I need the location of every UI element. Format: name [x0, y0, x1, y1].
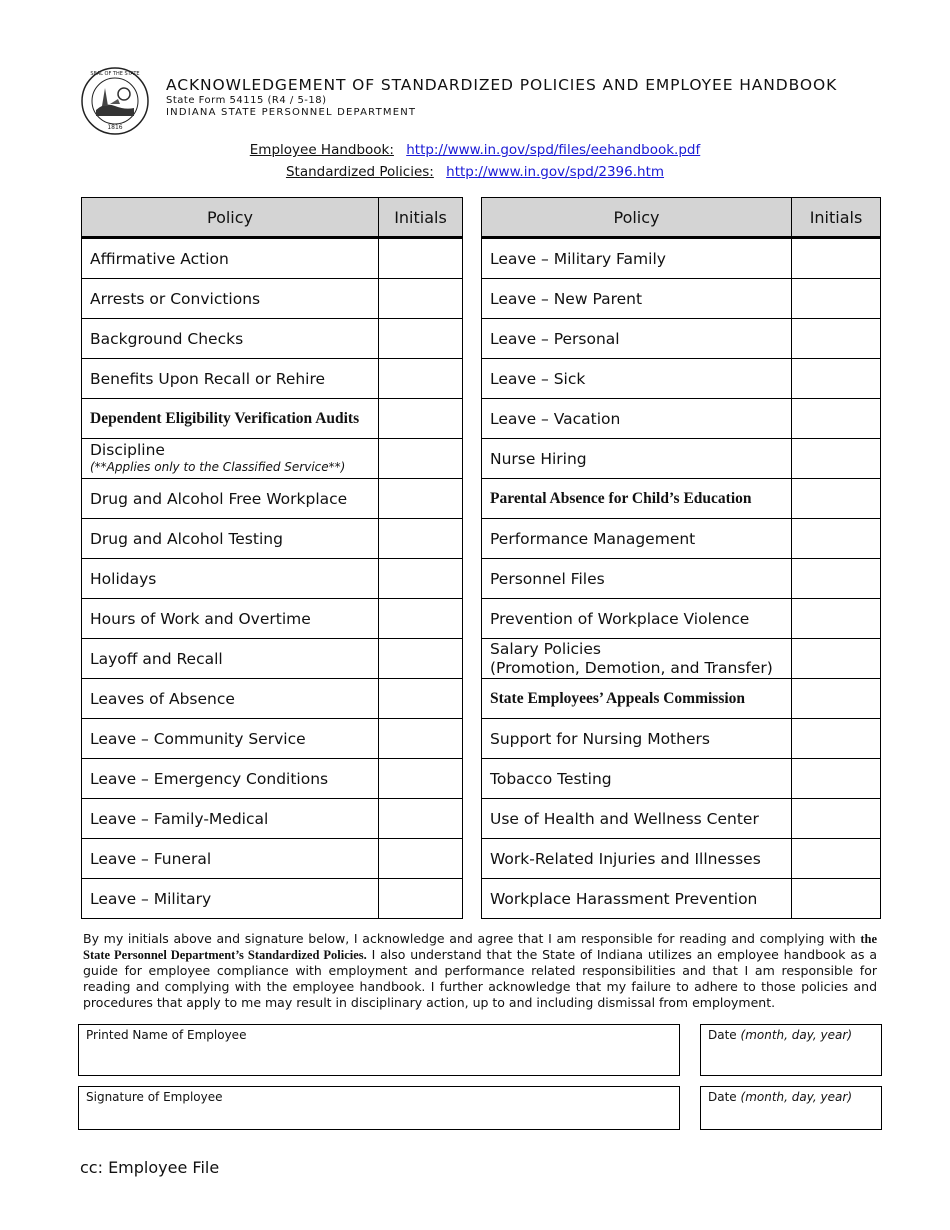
initials-cell[interactable]	[379, 799, 463, 839]
policy-name: Leave – New Parent	[482, 279, 792, 319]
handbook-label: Employee Handbook:	[249, 142, 394, 158]
table-row	[482, 639, 881, 679]
policy-name: Leave – Community Service	[82, 719, 379, 759]
policy-name: Work-Related Injuries and Illnesses	[482, 839, 792, 879]
initials-cell[interactable]	[379, 599, 463, 639]
form-number: State Form 54115 (R4 / 5-18)	[166, 95, 327, 106]
table-row	[82, 399, 463, 439]
table-row	[482, 319, 881, 359]
table-row	[482, 759, 881, 799]
table-row	[482, 599, 881, 639]
initials-cell[interactable]	[792, 519, 881, 559]
table-row	[82, 359, 463, 399]
table-row	[82, 599, 463, 639]
policy-name: Background Checks	[82, 319, 379, 359]
initials-cell[interactable]	[792, 719, 881, 759]
initials-cell[interactable]	[379, 238, 463, 279]
initials-cell[interactable]	[379, 839, 463, 879]
table-row	[82, 319, 463, 359]
policy-name: Drug and Alcohol Free Workplace	[82, 479, 379, 519]
table-row	[82, 879, 463, 919]
handbook-link-row	[0, 142, 950, 158]
policy-name: Discipline	[90, 440, 165, 459]
initials-cell[interactable]	[379, 719, 463, 759]
policy-name: Holidays	[82, 559, 379, 599]
policy-name: Leave – Sick	[482, 359, 792, 399]
signature-label: Signature of Employee	[86, 1090, 223, 1104]
policy-name: Leave – Military Family	[482, 238, 792, 279]
initials-cell[interactable]	[792, 279, 881, 319]
table-row	[482, 519, 881, 559]
table-row	[482, 479, 881, 519]
initials-cell[interactable]	[379, 319, 463, 359]
table-header-row	[482, 198, 881, 238]
table-row	[82, 799, 463, 839]
initials-cell[interactable]	[792, 238, 881, 279]
table-header-row	[82, 198, 463, 238]
table-row	[482, 799, 881, 839]
seal-year: 1816	[107, 124, 123, 131]
table-row	[82, 719, 463, 759]
policy-name: Leaves of Absence	[82, 679, 379, 719]
initials-cell[interactable]	[792, 879, 881, 919]
date-label: Date	[708, 1028, 737, 1042]
initials-column-header: Initials	[792, 198, 881, 238]
policy-name: Parental Absence for Child’s Education	[482, 479, 792, 519]
policy-name: Leave – Military	[82, 879, 379, 919]
table-row	[482, 399, 881, 439]
policy-name: Leave – Emergency Conditions	[82, 759, 379, 799]
initials-cell[interactable]	[379, 639, 463, 679]
policy-name: Performance Management	[482, 519, 792, 559]
initials-cell[interactable]	[379, 479, 463, 519]
table-row	[82, 639, 463, 679]
date-field-2[interactable]	[700, 1086, 882, 1130]
printed-name-label: Printed Name of Employee	[86, 1028, 247, 1042]
table-row	[82, 839, 463, 879]
acknowledgement-text	[83, 931, 877, 1011]
table-row	[482, 439, 881, 479]
table-row	[82, 238, 463, 279]
ack-part2: I also understand that the State of Indiana utilizes an employee handbook as a guide for employee compliance with employment and performance related responsibilities and that I am responsible for reading and complying with the employee handbook. I further acknowledge that my failure to adhere to those policies and procedures that apply to me may result in disciplinary action, up to and including dismissal from employment.	[83, 947, 878, 1010]
ack-bold: the State Personnel Department’s Standardized Policies.	[83, 932, 877, 962]
salary-note: (Promotion, Demotion, and Transfer)	[490, 658, 773, 677]
date-label: Date	[708, 1090, 737, 1104]
date-field-1[interactable]	[700, 1024, 882, 1076]
policy-name: Dependent Eligibility Verification Audits	[82, 399, 379, 439]
initials-column-header: Initials	[379, 198, 463, 238]
initials-cell[interactable]	[379, 679, 463, 719]
form-title: ACKNOWLEDGEMENT OF STANDARDIZED POLICIES AND EMPLOYEE HANDBOOK	[166, 76, 838, 94]
signature-field[interactable]	[78, 1086, 680, 1130]
ack-part1: By my initials above and signature below, I acknowledge and agree that I am responsible for reading and complying with	[83, 931, 856, 946]
initials-cell[interactable]	[792, 759, 881, 799]
table-row	[482, 279, 881, 319]
initials-cell[interactable]	[792, 599, 881, 639]
policy-name: Use of Health and Wellness Center	[482, 799, 792, 839]
policy-name: Nurse Hiring	[482, 439, 792, 479]
policy-name: Personnel Files	[482, 559, 792, 599]
discipline-note: (**Applies only to the Classified Service**)	[90, 459, 346, 474]
initials-cell[interactable]	[379, 439, 463, 479]
policy-name: Salary Policies	[490, 639, 601, 658]
initials-cell[interactable]	[379, 279, 463, 319]
policy-name: Leave – Family-Medical	[82, 799, 379, 839]
initials-cell[interactable]	[379, 879, 463, 919]
table-row	[82, 479, 463, 519]
table-row	[482, 238, 881, 279]
initials-cell[interactable]	[792, 479, 881, 519]
table-row	[82, 439, 463, 479]
policy-name-discipline	[82, 439, 379, 479]
initials-cell[interactable]	[792, 399, 881, 439]
policy-name: Workplace Harassment Prevention	[482, 879, 792, 919]
initials-cell[interactable]	[792, 319, 881, 359]
policy-name: State Employees’ Appeals Commission	[482, 679, 792, 719]
department-name: INDIANA STATE PERSONNEL DEPARTMENT	[166, 107, 417, 118]
initials-cell[interactable]	[792, 639, 881, 679]
initials-cell[interactable]	[379, 359, 463, 399]
initials-cell[interactable]	[379, 519, 463, 559]
table-row	[82, 279, 463, 319]
policy-name: Tobacco Testing	[482, 759, 792, 799]
policies-label: Standardized Policies:	[285, 164, 434, 180]
policies-link[interactable]: http://www.in.gov/spd/2396.htm	[446, 164, 665, 180]
policy-name: Arrests or Convictions	[82, 279, 379, 319]
table-row	[82, 759, 463, 799]
table-row	[482, 839, 881, 879]
initials-cell[interactable]	[792, 799, 881, 839]
printed-name-field[interactable]	[78, 1024, 680, 1076]
table-row	[482, 719, 881, 759]
table-row	[482, 679, 881, 719]
initials-cell[interactable]	[792, 559, 881, 599]
cc-line: cc: Employee File	[80, 1158, 220, 1177]
policy-name: Support for Nursing Mothers	[482, 719, 792, 759]
initials-cell[interactable]	[792, 439, 881, 479]
policy-table-left	[81, 197, 463, 919]
table-row	[82, 519, 463, 559]
initials-cell[interactable]	[792, 839, 881, 879]
policy-column-header: Policy	[82, 198, 379, 238]
date-hint: (month, day, year)	[740, 1028, 852, 1042]
policy-name: Affirmative Action	[82, 238, 379, 279]
table-row	[82, 559, 463, 599]
svg-text:SEAL OF THE STATE: SEAL OF THE STATE	[90, 71, 140, 77]
table-row	[482, 359, 881, 399]
initials-cell[interactable]	[379, 559, 463, 599]
table-row	[482, 559, 881, 599]
policy-name: Drug and Alcohol Testing	[82, 519, 379, 559]
table-row	[482, 879, 881, 919]
initials-cell[interactable]	[792, 679, 881, 719]
policy-name: Prevention of Workplace Violence	[482, 599, 792, 639]
initials-cell[interactable]	[379, 399, 463, 439]
policy-name: Leave – Vacation	[482, 399, 792, 439]
policies-link-row	[0, 164, 950, 180]
policy-name: Layoff and Recall	[82, 639, 379, 679]
policy-name: Hours of Work and Overtime	[82, 599, 379, 639]
policy-name-salary	[482, 639, 792, 679]
date-hint: (month, day, year)	[740, 1090, 852, 1104]
indiana-state-seal	[80, 66, 150, 136]
policy-column-header: Policy	[482, 198, 792, 238]
policy-name: Leave – Funeral	[82, 839, 379, 879]
handbook-link[interactable]: http://www.in.gov/spd/files/eehandbook.pdf	[406, 142, 701, 158]
policy-table-right	[481, 197, 881, 919]
policy-name: Benefits Upon Recall or Rehire	[82, 359, 379, 399]
table-row	[82, 679, 463, 719]
initials-cell[interactable]	[792, 359, 881, 399]
policy-name: Leave – Personal	[482, 319, 792, 359]
initials-cell[interactable]	[379, 759, 463, 799]
